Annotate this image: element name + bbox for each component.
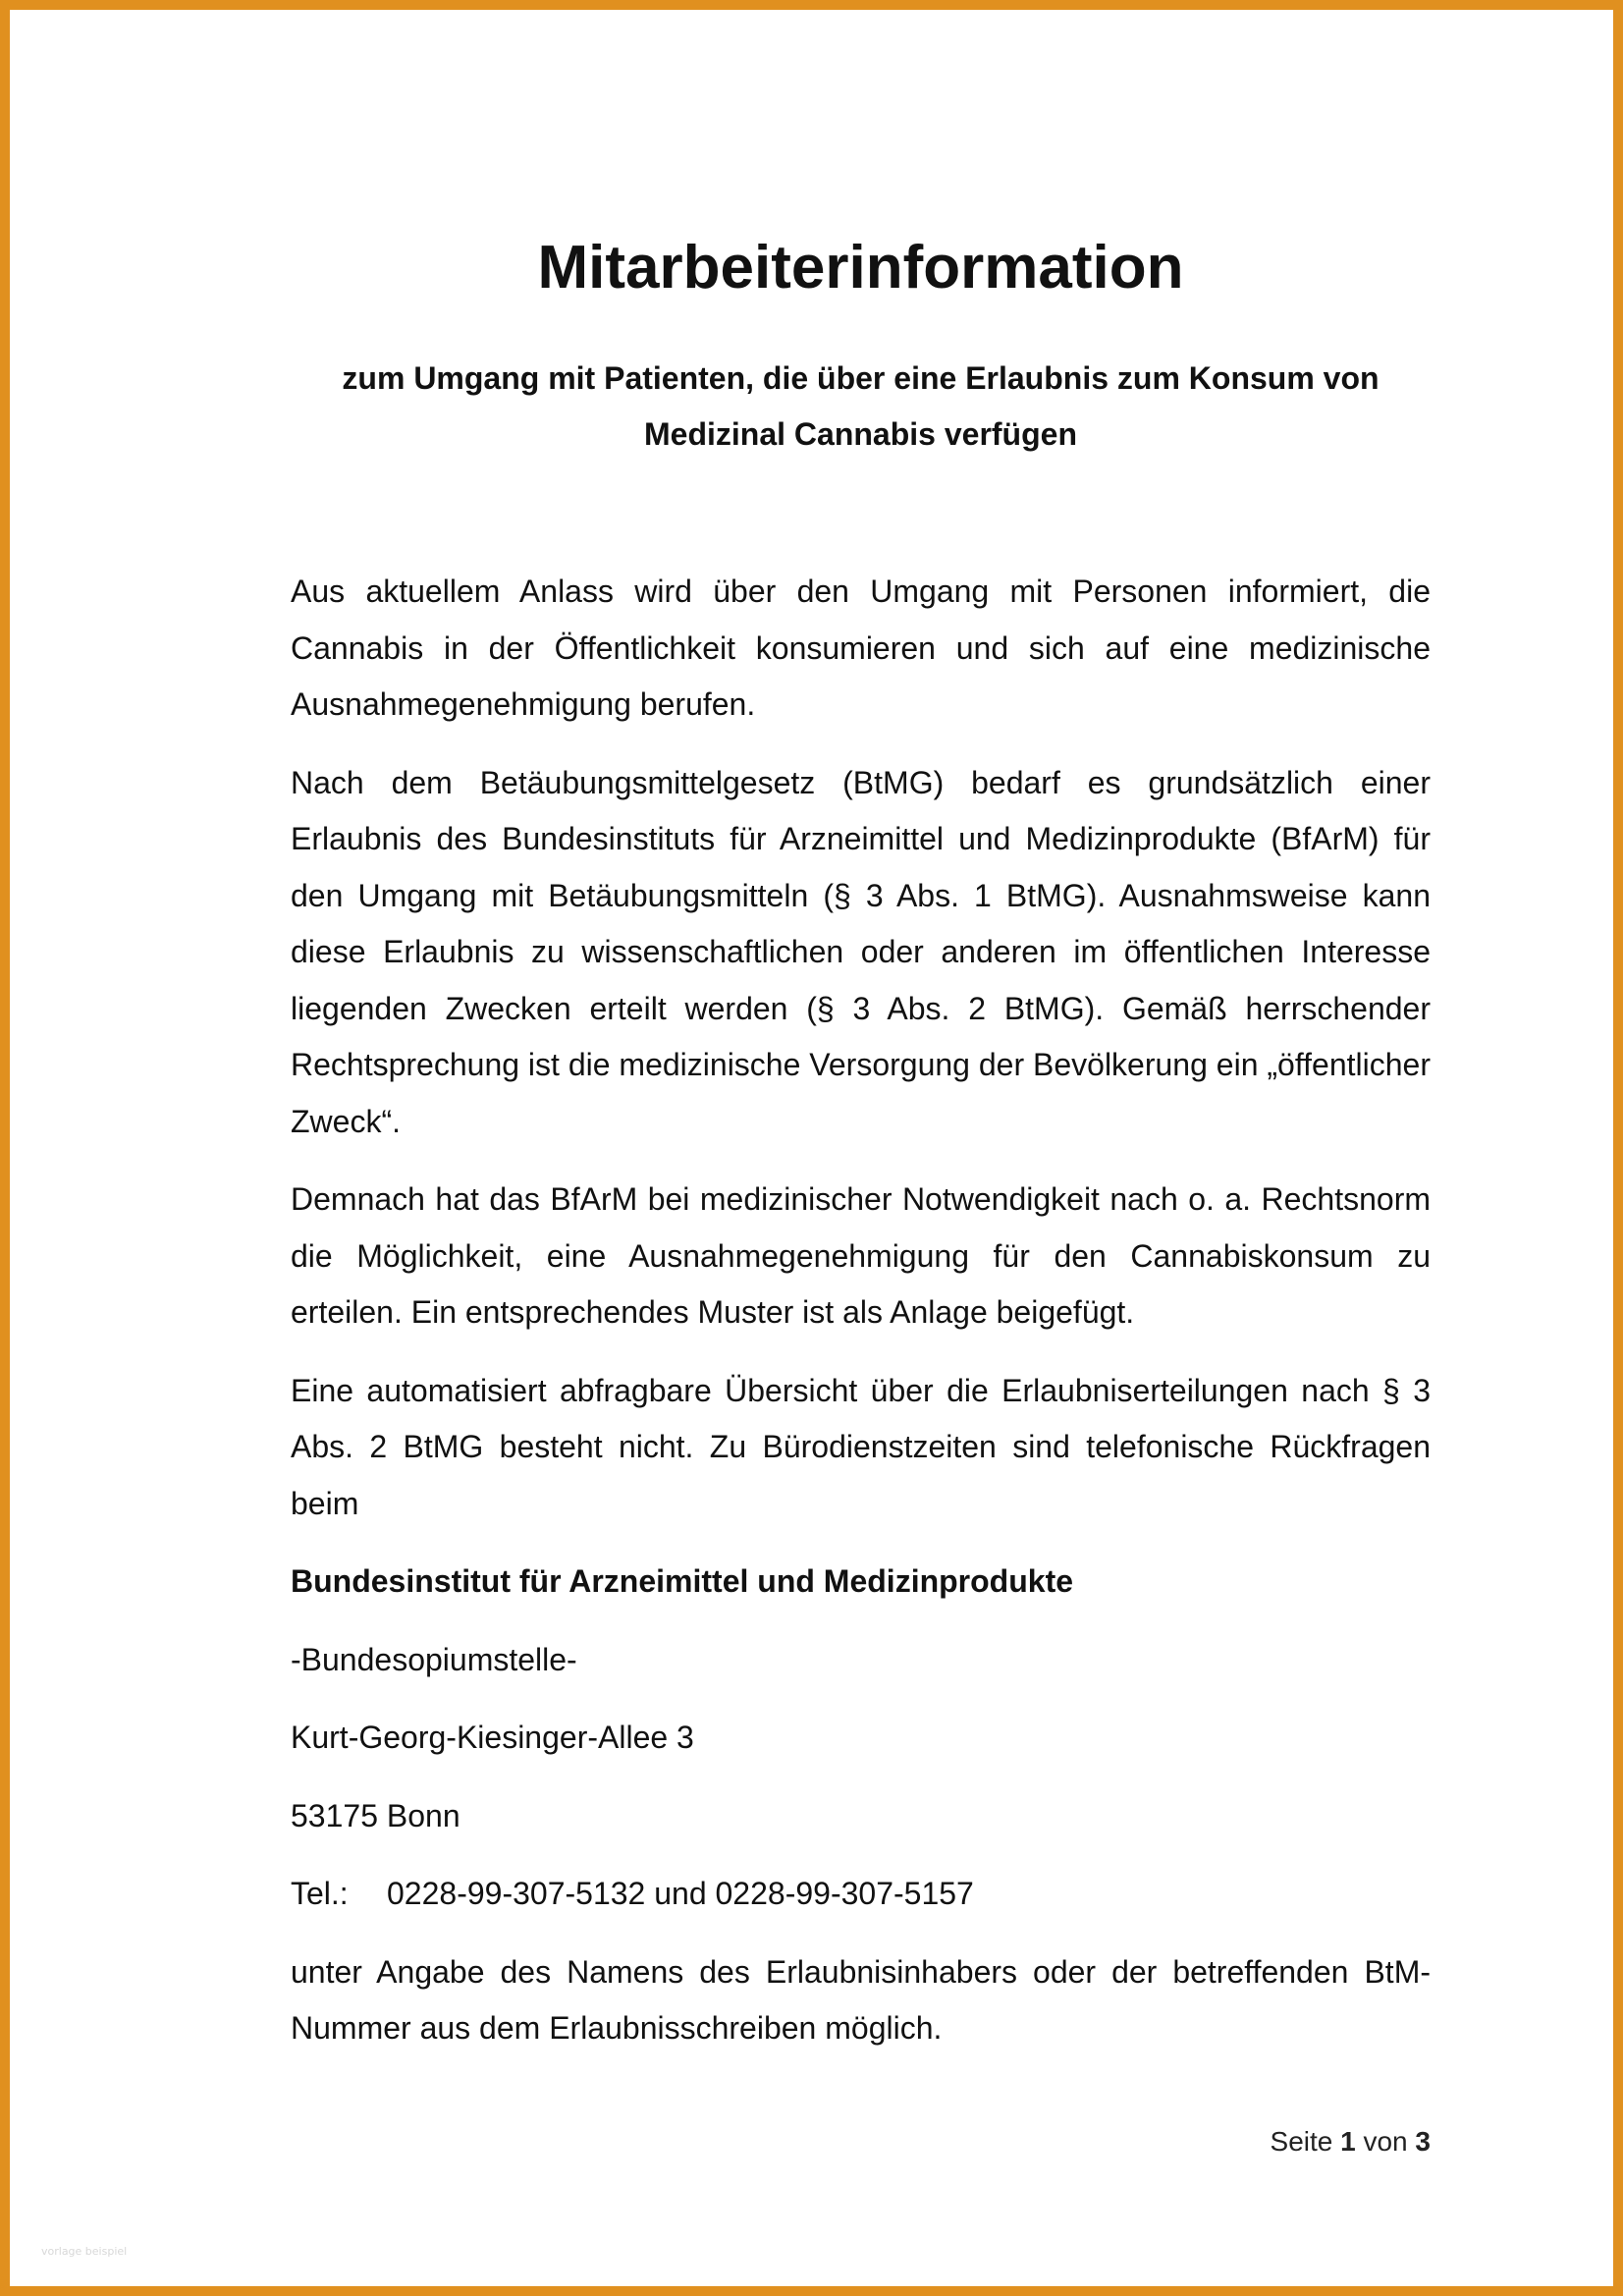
footer-current-page: 1 [1340, 2126, 1356, 2157]
department-name: -Bundesopiumstelle- [291, 1641, 577, 1677]
subtitle-line-1: zum Umgang mit Patienten, die über eine Erlaubnis zum Konsum von [342, 360, 1380, 396]
paragraph-intro: Aus aktuellem Anlass wird über den Umgang mit Personen informiert, die Cannabis in der Öffentlichkeit konsumieren und sich auf eine medizinische Ausnahmegenehmigung berufen. [291, 574, 1431, 722]
document-body [291, 564, 1431, 2079]
paragraph-btmg: Nach dem Betäubungsmittelgesetz (BtMG) bedarf es grundsätzlich einer Erlaubnis des Bundesinstituts für Arzneimittel und Medizinprodukte (BfArM) für den Umgang mit Betäubungsmitteln (§ 3 Abs. 1 BtMG). Ausnahmsweise kann diese Erlaubnis zu wissenschaftlichen oder anderen im öffentlichen Interesse liegenden Zwecken erteilt werden (§ 3 Abs. 2 BtMG). Gemäß herrschender Rechtsprechung ist die medizinische Versorgung der Bevölkerung ein „öffentlicher Zweck“. [291, 764, 1431, 1139]
telephone-numbers: 0228-99-307-5132 und 0228-99-307-5157 [387, 1876, 974, 1911]
document-subtitle [291, 351, 1431, 463]
watermark-text: vorlage beispiel [41, 2245, 128, 2258]
city-address: 53175 Bonn [291, 1797, 460, 1833]
footer-prefix: Seite [1270, 2126, 1333, 2157]
institution-name: Bundesinstitut für Arzneimittel und Medizinprodukte [291, 1563, 1074, 1599]
document-title: Mitarbeiterinformation [537, 234, 1184, 301]
page-number-footer [1271, 2126, 1431, 2158]
paragraph-overview: Eine automatisiert abfragbare Übersicht über die Erlaubniserteilungen nach § 3 Abs. 2 BtMG besteht nicht. Zu Bürodienstzeiten sind telefonische Rückfragen beim [291, 1372, 1431, 1521]
subtitle-line-2: Medizinal Cannabis verfügen [644, 416, 1077, 452]
paragraph-bfarm: Demnach hat das BfArM bei medizinischer Notwendigkeit nach o. a. Rechtsnorm die Möglichkeit, eine Ausnahmegenehmigung für den Cannabiskonsum zu erteilen. Ein entsprechendes Muster ist als Anlage beigefügt. [291, 1181, 1431, 1330]
street-address: Kurt-Georg-Kiesinger-Allee 3 [291, 1720, 694, 1755]
footer-middle: von [1363, 2126, 1408, 2157]
telephone-line [291, 1866, 1431, 1923]
paragraph-closing: unter Angabe des Namens des Erlaubnisinhabers oder der betreffenden BtM-Nummer aus dem Erlaubnisschreiben möglich. [291, 1953, 1431, 2046]
footer-total-pages: 3 [1415, 2126, 1431, 2157]
telephone-label: Tel.: [291, 1876, 349, 1911]
